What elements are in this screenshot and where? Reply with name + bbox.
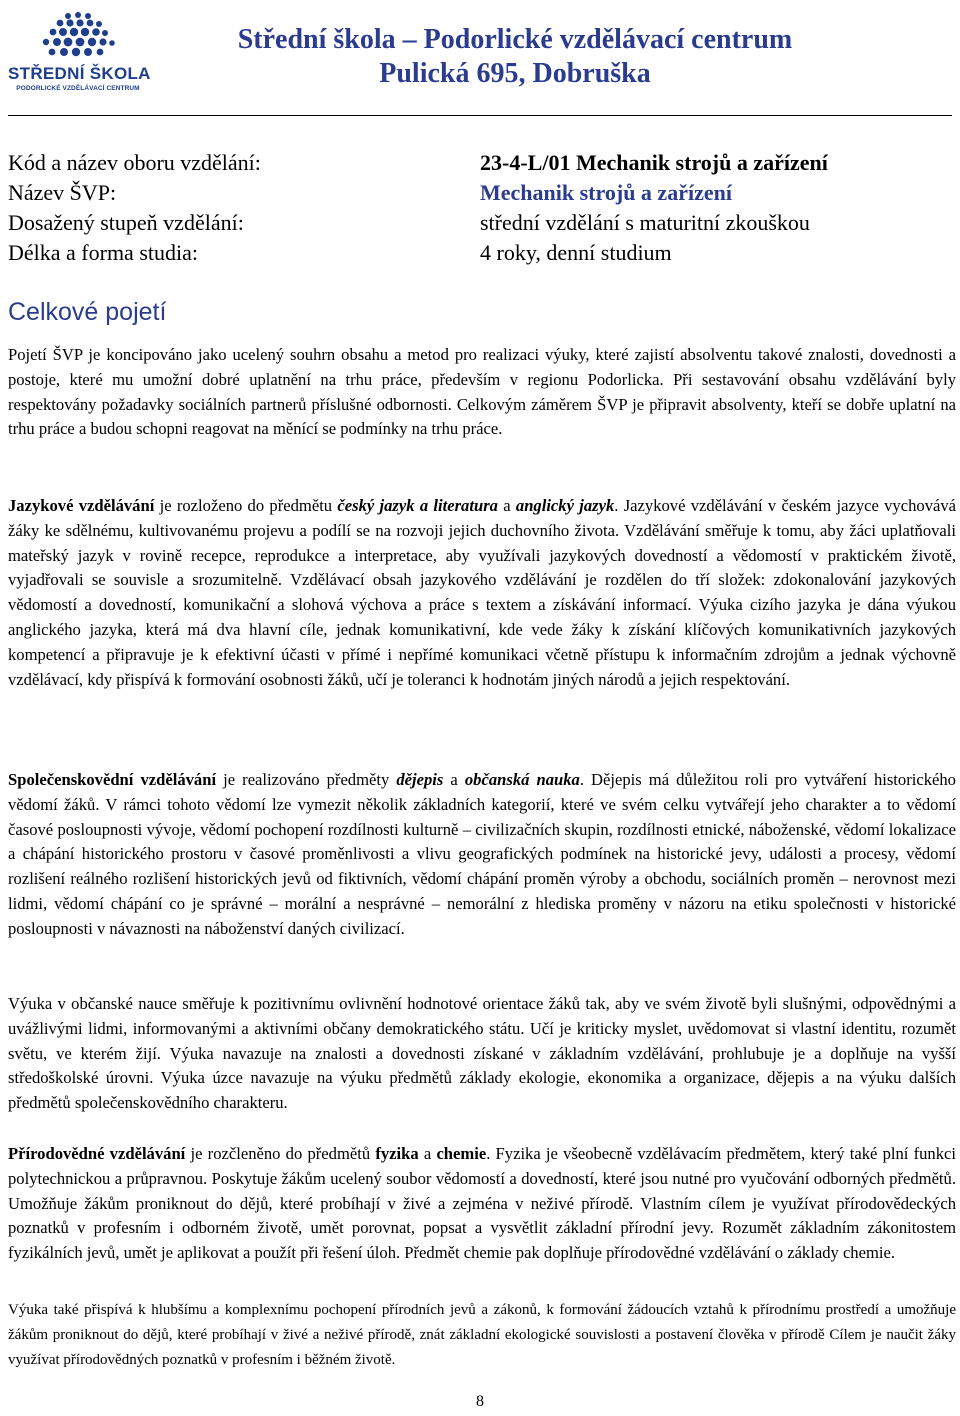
info-value-svp: Mechanik strojů a zařízení: [480, 180, 732, 205]
subject-english: anglický jazyk: [515, 496, 615, 515]
paragraph-social: Společenskovědní vzdělávání je realizováno předměty dějepis a občanská nauka. Dějepis má důležitou roli pro vytváření historického vědomí žáků. V rámci tohoto vědomí lze vymezit několik základních kategorií, které ve svém celku vytvářejí jeho charakter a to vědomí časové posloupnosti vývoje, vědomí pochopení rozdílnosti kulturně – civilizačních skupin, rozdílnosti etnické, náboženské, vědomí lokalizace a chápání historického prostoru v časové proměnlivosti a vlivu geografických podmínek na historické jevy, události a procesy, vědomí rozlišení reálného rozlišení historických jevů od fiktivních, vědomí chápání proměn výroby a obchodu, sociálních proměn – nerovnost mezi lidmi, vědomí chápání co je správné – morální a nesprávné – nemorální z hlediska proměny v názoru na etiku společnosti v historické posloupnosti v návaznosti na náboženství daných civilizací.: [8, 770, 956, 938]
lead-science: Přírodovědné vzdělávání: [8, 1144, 186, 1163]
subject-civics: občanská nauka: [464, 770, 580, 789]
section-heading: Celkové pojetí: [8, 298, 167, 326]
subject-czech: český jazyk a literatura: [337, 496, 498, 515]
info-label-svp: Název ŠVP:: [8, 180, 117, 205]
school-address: Pulická 695, Dobruška: [379, 58, 651, 89]
lead-language: Jazykové vzdělávání: [8, 496, 155, 515]
logo-subtitle: PODORLICKÉ VZDĚLÁVACÍ CENTRUM: [16, 85, 140, 92]
info-label-code: Kód a název oboru vzdělání:: [8, 150, 261, 175]
info-label-level: Dosažený stupeň vzdělání:: [8, 210, 244, 235]
paragraph-language: Jazykové vzdělávání je rozloženo do předmětu český jazyk a literatura a anglický jazyk. Jazykové vzdělávání v českém jazyce vychovává žáky ke sdělnému, kultivovanému projevu a podílí se na rozvoji jejich duchovního života. Vzdělávání směřuje k tomu, aby žáci uplatňovali mateřský jazyk v rovině recepce, reprodukce a interpretace, aby využívali jazykových dovedností a vědomostí v praktickém životě, vyjadřovali se souvisle a srozumitelně. Vzdělávací obsah jazykového vzdělávání je rozdělen do tří složek: zdokonalování jazykových vědomostí a dovedností, komunikační a slohová výchova a práce s textem a získávání informací. Výuka cizího jazyka je dána výukou anglického jazyka, která má dva hlavní cíle, jednak komunikativní, kde vede žáky k získání klíčových komunikativních jazykových kompetencí a připravuje je k efektivní účasti v přímé i nepřímé komunikaci včetně přístupu k informačním zdrojům a jednak výchovně vzdělávací, kdy přispívá k formování osobnosti žáků, učí je toleranci k hodnotám jiných národů a jejich respektování.: [8, 496, 957, 689]
header-divider: [8, 115, 952, 116]
lead-social: Společenskovědní vzdělávání: [8, 770, 217, 789]
info-value-code: 23-4-L/01 Mechanik strojů a zařízení: [480, 150, 828, 175]
logo-dots-icon: [8, 10, 148, 64]
paragraph-overview: Pojetí ŠVP je koncipováno jako ucelený souhrn obsahu a metod pro realizaci výuky, které zajistí absolventu takové znalosti, dovednosti a postoje, které mu umožní dobré uplatnění na trhu práce, především v regionu Podorlicka. Při sestavování obsahu vzdělávání byly respektovány požadavky sociálních partnerů příslušné odbornosti. Celkovým záměrem ŠVP je připravit absolventy, kteří se dobře uplatní na trhu práce a budou schopni reagovat na měnící se podmínky na trhu práce.: [8, 345, 956, 439]
school-name: Střední škola – Podorlické vzdělávací centrum: [237, 24, 793, 55]
paragraph-civics: Výuka v občanské nauce směřuje k pozitivnímu ovlivnění hodnotové orientace žáků tak, aby ve svém životě byli slušnými, odpovědnými a uvážlivými lidmi, informovanými a aktivními občany demokratického státu. Učí je kriticky myslet, uvědomovat si vlastní identitu, rozumět světu, ve kterém žijí. Výuka navazuje na znalosti a dovednosti získané v základním vzdělávání, prohlubuje je a doplňuje na vyšší středoškolské úrovni. Výuka úzce navazuje na výuku předmětů základy ekologie, ekonomika a organizace, dějepis a na výuku dalších předmětů společenskovědního charakteru.: [8, 994, 956, 1113]
page-number: 8: [476, 1393, 484, 1410]
paragraph-science: Přírodovědné vzdělávání je rozčleněno do předmětů fyzika a chemie. Fyzika je všeobecně vzdělávacím předmětem, který také plní funkci polytechnickou a průpravnou. Poskytuje žákům ucelený soubor vědomostí a dovedností, které jsou nutné pro vyučování odborných předmětů. Umožňuje žákům proniknout do dějů, které probíhají v živé a zejména v neživé přírodě. Vlastním cílem je využívat přírodovědeckých poznatků v profesním i odborném životě, umět porovnat, popsat a vysvětlit základní přírodní jevy. Rozumět základním zákonitostem fyzikálních jevů, umět je aplikovat a použít při řešení úloh. Předmět chemie pak doplňuje přírodovědné vzdělávání o základy chemie.: [8, 1144, 956, 1263]
subject-history: dějepis: [396, 770, 444, 789]
info-value-length: 4 roky, denní studium: [480, 240, 672, 265]
subject-physics: fyzika: [375, 1144, 419, 1163]
school-logo: [8, 10, 151, 94]
logo-title: STŘEDNÍ ŠKOLA: [8, 64, 151, 83]
subject-chemistry: chemie: [436, 1144, 487, 1163]
info-value-level: střední vzdělání s maturitní zkouškou: [480, 210, 810, 235]
info-label-length: Délka a forma studia:: [8, 240, 198, 265]
paragraph-science-cont: Výuka také přispívá k hlubšímu a komplexnímu pochopení přírodních jevů a zákonů, k formování žádoucích vztahů k přírodnímu prostředí a umožňuje žákům proniknout do dějů, které probíhají v živé a neživé přírodě, znát základní ekologické souvislosti a postavení člověka v přírodě Cílem je naučit žáky využívat přírodovědných poznatků v profesním i běžném životě.: [8, 1302, 956, 1368]
